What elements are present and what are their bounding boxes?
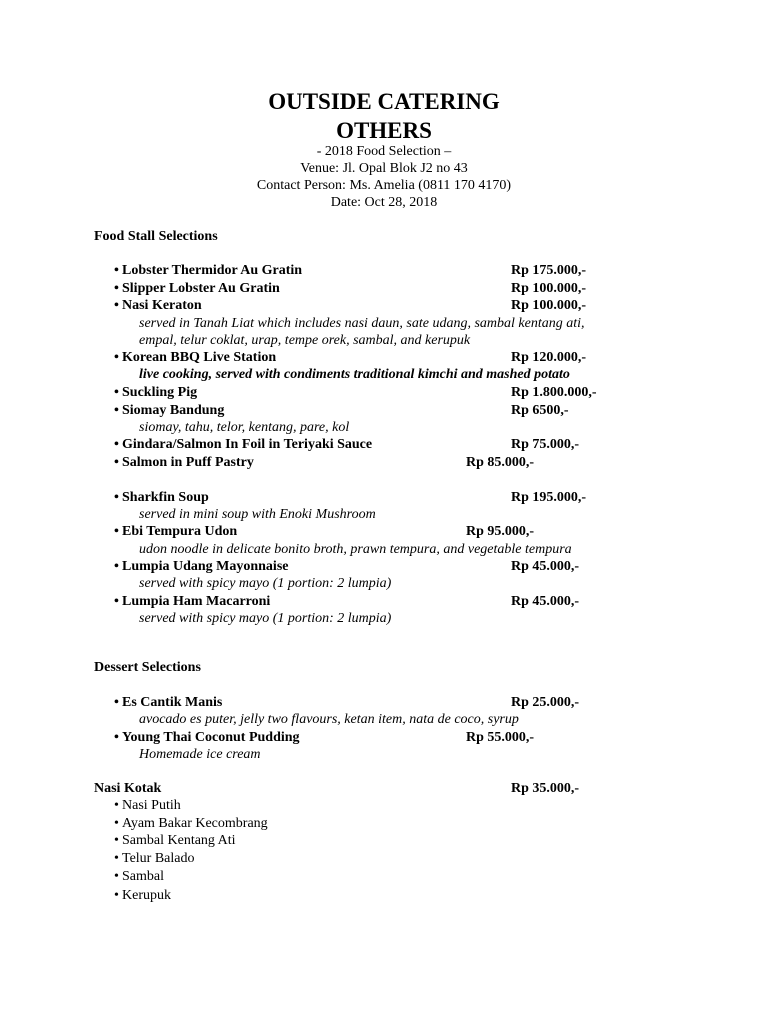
list-item-label: Ayam Bakar Kecombrang xyxy=(122,816,268,831)
menu-item xyxy=(114,436,372,453)
menu-item xyxy=(114,593,270,610)
list-item xyxy=(114,797,181,814)
item-price: Rp 100.000,- xyxy=(511,298,587,313)
bullet-icon: • xyxy=(114,437,119,452)
bullet-icon: • xyxy=(114,524,119,539)
menu-item xyxy=(114,384,197,401)
menu-item xyxy=(114,729,300,746)
menu-item xyxy=(114,280,280,297)
item-name: Lumpia Udang Mayonnaise xyxy=(122,559,289,574)
item-description: served with spicy mayo (1 portion: 2 lumpia) xyxy=(139,611,392,626)
bullet-icon: • xyxy=(114,695,119,710)
item-price: Rp 55.000,- xyxy=(466,730,535,745)
list-item-label: Kerupuk xyxy=(122,888,171,903)
item-price: Rp 1.800.000,- xyxy=(511,385,597,400)
item-price: Rp 85.000,- xyxy=(466,455,535,470)
list-item xyxy=(114,887,171,904)
item-price: Rp 100.000,- xyxy=(511,281,587,296)
bullet-icon: • xyxy=(114,455,119,470)
contact-line: Contact Person: Ms. Amelia (0811 170 4170) xyxy=(256,178,512,193)
item-price: Rp 6500,- xyxy=(511,403,569,418)
menu-item xyxy=(114,454,254,471)
item-name: Siomay Bandung xyxy=(122,403,225,418)
menu-item xyxy=(114,523,237,540)
list-item xyxy=(114,815,268,832)
list-item-label: Nasi Putih xyxy=(122,798,181,813)
bullet-icon: • xyxy=(114,851,119,866)
list-item xyxy=(114,850,195,867)
item-price: Rp 120.000,- xyxy=(511,350,587,365)
nasi-kotak-price: Rp 35.000,- xyxy=(511,781,580,796)
bullet-icon: • xyxy=(114,730,119,745)
list-item-label: Sambal Kentang Ati xyxy=(122,833,236,848)
item-description: served in Tanah Liat which includes nasi daun, sate udang, sambal kentang ati, xyxy=(139,316,585,331)
item-price: Rp 45.000,- xyxy=(511,594,580,609)
item-name: Salmon in Puff Pastry xyxy=(122,455,254,470)
bullet-icon: • xyxy=(114,350,119,365)
bullet-icon: • xyxy=(114,281,119,296)
item-description: udon noodle in delicate bonito broth, prawn tempura, and vegetable tempura xyxy=(139,542,572,557)
bullet-icon: • xyxy=(114,833,119,848)
item-name: Slipper Lobster Au Gratin xyxy=(122,281,280,296)
item-description: Homemade ice cream xyxy=(139,747,261,762)
bullet-icon: • xyxy=(114,298,119,313)
food-stall-heading: Food Stall Selections xyxy=(94,229,218,244)
menu-item xyxy=(114,297,202,314)
menu-item xyxy=(114,558,288,575)
item-name: Lumpia Ham Macarroni xyxy=(122,594,271,609)
bullet-icon: • xyxy=(114,816,119,831)
item-name: Gindara/Salmon In Foil in Teriyaki Sauce xyxy=(122,437,373,452)
item-description: avocado es puter, jelly two flavours, ketan item, nata de coco, syrup xyxy=(139,712,519,727)
bullet-icon: • xyxy=(114,490,119,505)
item-description: served with spicy mayo (1 portion: 2 lumpia) xyxy=(139,576,392,591)
item-name: Ebi Tempura Udon xyxy=(122,524,238,539)
item-description: siomay, tahu, telor, kentang, pare, kol xyxy=(139,420,350,435)
menu-item xyxy=(114,694,222,711)
dessert-heading: Dessert Selections xyxy=(94,660,201,675)
item-price: Rp 45.000,- xyxy=(511,559,580,574)
item-price: Rp 195.000,- xyxy=(511,490,587,505)
list-item-label: Telur Balado xyxy=(122,851,195,866)
bullet-icon: • xyxy=(114,869,119,884)
item-name: Korean BBQ Live Station xyxy=(122,350,277,365)
nasi-kotak-heading: Nasi Kotak xyxy=(94,781,162,796)
item-price: Rp 25.000,- xyxy=(511,695,580,710)
item-name: Suckling Pig xyxy=(122,385,198,400)
venue-line: Venue: Jl. Opal Blok J2 no 43 xyxy=(300,161,468,176)
bullet-icon: • xyxy=(114,594,119,609)
menu-item xyxy=(114,349,276,366)
item-price: Rp 95.000,- xyxy=(466,524,535,539)
item-name: Sharkfin Soup xyxy=(122,490,209,505)
food-selection-line: - 2018 Food Selection – xyxy=(316,144,452,159)
bullet-icon: • xyxy=(114,385,119,400)
bullet-icon: • xyxy=(114,888,119,903)
menu-item xyxy=(114,402,224,419)
item-name: Es Cantik Manis xyxy=(122,695,223,710)
item-name: Lobster Thermidor Au Gratin xyxy=(122,263,303,278)
date-line: Date: Oct 28, 2018 xyxy=(330,195,438,210)
bullet-icon: • xyxy=(114,263,119,278)
item-description: live cooking, served with condiments traditional kimchi and mashed potato xyxy=(139,367,570,382)
bullet-icon: • xyxy=(114,798,119,813)
bullet-icon: • xyxy=(114,403,119,418)
page-subtitle-others: OTHERS xyxy=(336,118,432,143)
item-price: Rp 75.000,- xyxy=(511,437,580,452)
menu-item xyxy=(114,262,302,279)
item-description: empal, telur coklat, urap, tempe orek, sambal, and kerupuk xyxy=(139,333,471,348)
list-item-label: Sambal xyxy=(122,869,164,884)
menu-item xyxy=(114,489,209,506)
bullet-icon: • xyxy=(114,559,119,574)
list-item xyxy=(114,832,236,849)
item-description: served in mini soup with Enoki Mushroom xyxy=(139,507,376,522)
page-title: OUTSIDE CATERING xyxy=(268,89,500,114)
list-item xyxy=(114,868,164,885)
item-name: Young Thai Coconut Pudding xyxy=(122,730,300,745)
item-price: Rp 175.000,- xyxy=(511,263,587,278)
item-name: Nasi Keraton xyxy=(122,298,202,313)
